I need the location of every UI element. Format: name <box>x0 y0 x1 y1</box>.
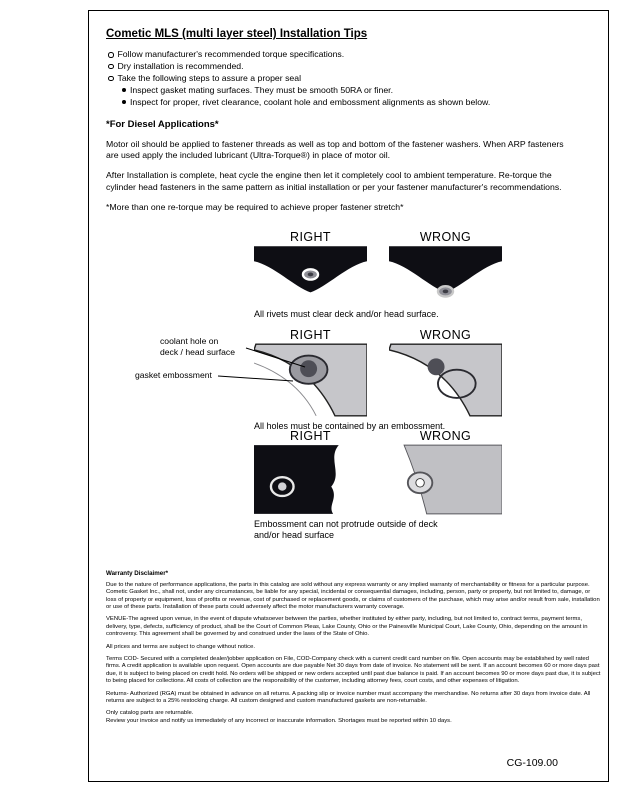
page-frame <box>88 10 609 782</box>
wrong-label: WRONG <box>419 229 472 244</box>
legal-paragraph: Returns- Authorized (RGA) must be obtained in advance on all returns. A packing slip or invoice number must accompany the merchandise. No returns after 30 days from invoice date. All returns are subject to a 25% restocking charge. All custom designed and custom manufactured gaskets are non-returnable. <box>106 690 591 704</box>
diagram-hole-right <box>254 342 367 418</box>
rivet-caption: All rivets must clear deck and/or head surface. <box>254 308 439 319</box>
embossment-caption: Embossment can not protrude outside of deck and/or head surface <box>254 518 438 540</box>
dot-bullet-icon <box>122 100 126 104</box>
tip-item <box>108 73 596 84</box>
diesel-applications-heading: *For Diesel Applications* <box>106 119 219 131</box>
circle-bullet-icon <box>108 76 114 82</box>
retorque-note: *More than one re-torque may be required to achieve proper fastener stretch* <box>106 201 404 212</box>
tip-item <box>108 49 596 60</box>
legal-paragraph: Due to the nature of performance applications, the parts in this catalog are sold without any express warranty or any implied warranty of merchantability or fitness for a particular purpose. Cometic Gasket Inc., shall not, under any circumstances, be liable for any special, incidental or consequential damages, including, person, party or property, but not limited to, damage, or loss of property or equipment, loss of profits or revenue, cost of purchased or replacement goods, or claims of customers of the purchase, which may arise and/or result from sale, installation or use of these parts. Installation of these parts could adversely affect the motor manufacturers warranty coverage. <box>106 582 600 610</box>
diesel-paragraph-2: After Installation is complete, heat cycle the engine then let it completely cool to ambient temperature. Re-torque the cylinder head fasteners in the same pattern as initial installation or per your fastener manufacturer's recommendations. <box>106 170 562 192</box>
tip-text: Inspect gasket mating surfaces. They must be smooth 50RA or finer. <box>130 84 394 95</box>
coolant-hole-annotation: coolant hole on deck / head surface <box>160 335 236 357</box>
warranty-disclaimer-heading: Warranty Disclaimer* <box>106 569 169 577</box>
right-label: RIGHT <box>290 229 331 244</box>
gasket-embossment-annotation: gasket embossment <box>135 369 212 380</box>
circle-bullet-icon <box>108 52 114 58</box>
right-label: RIGHT <box>290 327 331 342</box>
circle-bullet-icon <box>108 64 114 70</box>
diesel-paragraph-1: Motor oil should be applied to fastener threads as well as top and bottom of the fastener washers. When ARP fasteners are used apply the included lubricant (Ultra-Torque®) in place of motor oil. <box>106 139 564 161</box>
legal-section <box>106 570 602 725</box>
document-code: CG-109.00 <box>506 757 558 769</box>
legal-paragraph: Terms COD- Secured with a completed dealer/jobber application on File, COD-Company check with a current credit card number on file. Open accounts may be established by well rated firms. A credit application is available upon request. Open accounts are due payable Net 30 days from date of invoice. No statement will be sent. If an account becomes 60 or more days past due, it is subject to being placed on credit hold. No orders will be shipped or new orders accepted until past due balance is paid. If an account becomes 90 or more days past due, it is subject to being placed for collections. All costs of collection are the responsibility of the customer, including attorney fees, court costs, and other expenses of litigation. <box>106 656 601 684</box>
diagram-hole-wrong <box>389 342 502 418</box>
tip-sub-item <box>122 85 596 96</box>
legal-paragraph: All prices and terms are subject to change without notice. <box>106 643 255 650</box>
diagram-section <box>106 230 596 546</box>
tip-text: Dry installation is recommended. <box>117 60 244 71</box>
legal-paragraph: Review your invoice and notify us immediately of any incorrect or inaccurate information. Shortages must be reported within 10 days. <box>106 717 452 724</box>
wrong-label: WRONG <box>419 428 472 443</box>
installation-tips-list <box>106 49 596 107</box>
tip-text: Take the following steps to assure a proper seal <box>117 72 302 83</box>
tip-text: Follow manufacturer's recommended torque specifications. <box>117 49 345 59</box>
tip-item <box>108 61 596 72</box>
wrong-label: WRONG <box>419 327 472 342</box>
diagram-rivet-right <box>254 245 367 302</box>
diagram-embossment-right <box>254 443 367 516</box>
tip-text: Inspect for proper, rivet clearance, coolant hole and embossment alignments as shown below. <box>130 96 491 107</box>
hole-caption: All holes must be contained by an embossment. <box>254 420 446 431</box>
right-label: RIGHT <box>290 428 331 443</box>
dot-bullet-icon <box>122 88 126 92</box>
diagram-embossment-wrong <box>389 443 502 516</box>
tip-sub-item <box>122 97 596 108</box>
legal-paragraph: Only catalog parts are returnable. <box>106 710 194 717</box>
diagram-rivet-wrong <box>389 245 502 302</box>
legal-paragraph: VENUE-The agreed upon venue, in the event of dispute whatsoever between the parties, whether instituted by either party, including, but not limited to, contract terms, payment terms, delivery, type, defects, sufficiency of product, shall be the Court of Common Pleas, Lake County, Ohio or the Painesville Municipal Court, Lake County, Ohio, depending on the amount in controversy. This agreement shall be governed by and construed under the laws of the State of Ohio. <box>106 616 588 637</box>
page-title: Cometic MLS (multi layer steel) Installation Tips <box>106 28 368 40</box>
